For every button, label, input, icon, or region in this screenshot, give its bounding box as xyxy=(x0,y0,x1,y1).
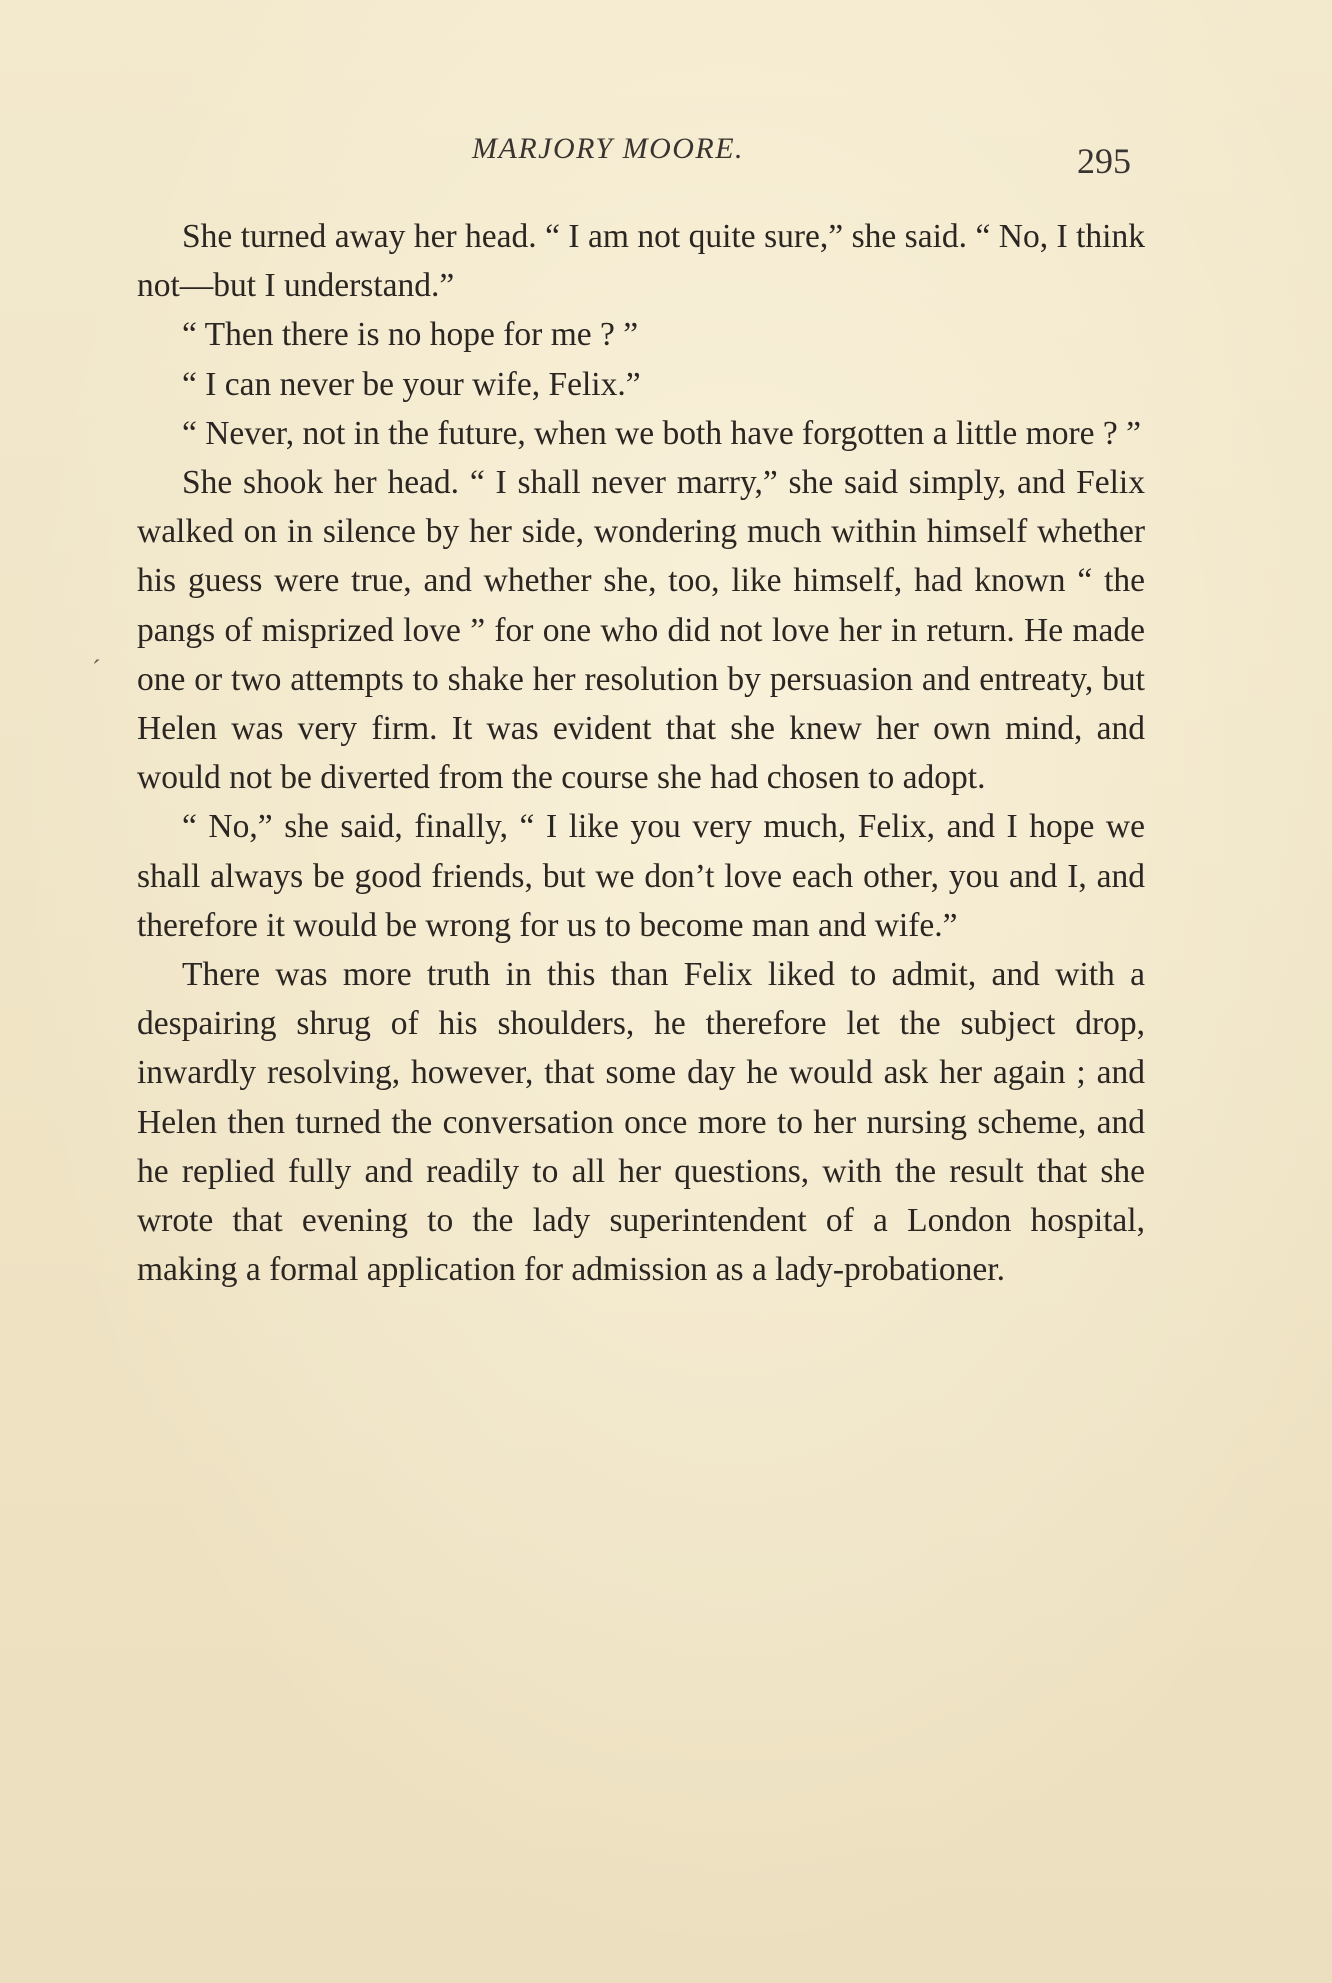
running-head xyxy=(0,132,1332,182)
body-text xyxy=(137,212,1145,1294)
running-title: MARJORY MOORE. xyxy=(472,132,745,165)
margin-mark: ˊ xyxy=(92,655,101,684)
paragraph: “ Then there is no hope for me ? ” xyxy=(182,316,639,354)
paragraph: “ I can never be your wife, Felix.” xyxy=(182,365,641,403)
paragraph: “ No,” she said, finally, “ I like you very much, Felix, and I hope we shall always be good friends, but we don’t love each other, you and I, and therefore it would be wrong for us to become man and wife.” xyxy=(137,808,1145,944)
paragraph: She turned away her head. “ I am not quite sure,” she said. “ No, I think not—but I understand.” xyxy=(137,218,1145,305)
paragraph: She shook her head. “ I shall never marry,” she said simply, and Felix walked on in silence by her side, wondering much within himself whether his guess were true, and whether she, too, like himself, had known “ the pangs of misprized love ” for one who did not love her in return. He made one or two attempts to shake her resolution by persuasion and entreaty, but Helen was very firm. It was evident that she knew her own mind, and would not be diverted from the course she had chosen to adopt. xyxy=(137,464,1145,797)
paragraph: “ Never, not in the future, when we both have forgotten a little more ? ” xyxy=(182,414,1141,452)
paragraph: There was more truth in this than Felix liked to admit, and with a despairing shrug of his shoulders, he therefore let the subject drop, inwardly resolving, however, that some day he would ask her again ; and Helen then turned the conversation once more to her nursing scheme, and he replied fully and readily to all her questions, with the result that she wrote that evening to the lady superintendent of a London hospital, making a formal application for admission as a lady-probationer. xyxy=(137,956,1145,1289)
page-number: 295 xyxy=(1077,141,1131,181)
